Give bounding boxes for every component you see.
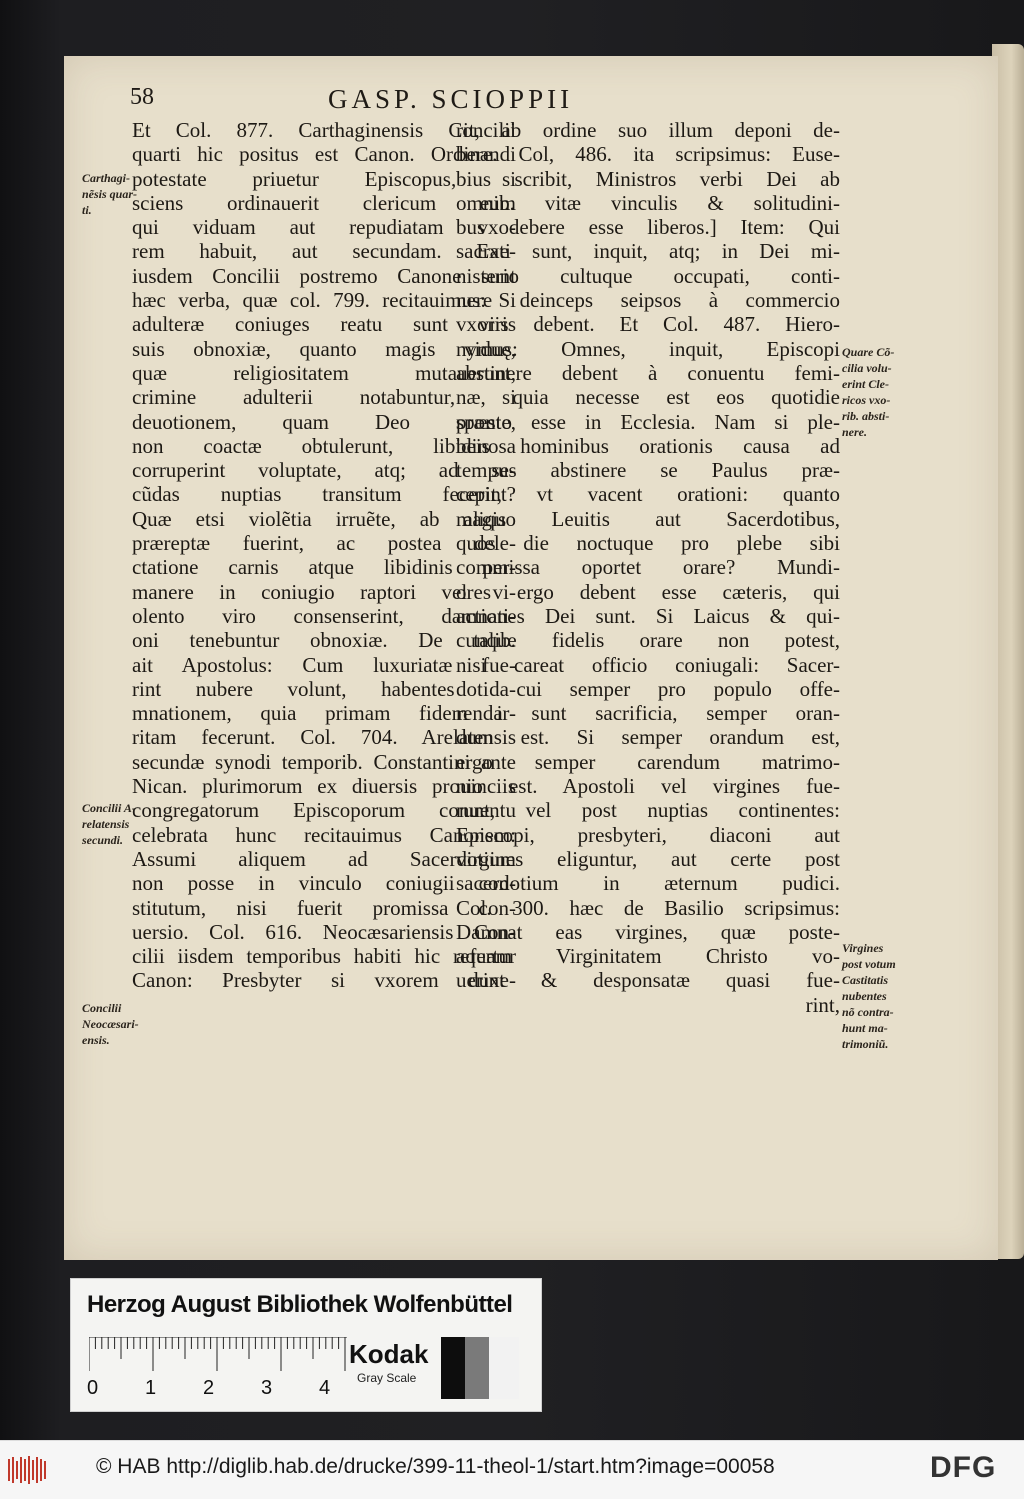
text-line: bius scribit, Ministros verbi Dei ab: [456, 166, 840, 191]
text-line: Damnat eas virgines, quæ poste-: [456, 919, 840, 944]
text-line: deuotionem, quam Deo sponte,: [132, 409, 516, 434]
text-line: cilii iisdem temporibus habiti hic refertur: [132, 944, 516, 969]
gray-swatches: [441, 1337, 521, 1399]
ruler-label: 2: [203, 1377, 215, 1399]
text-line: Nican. plurimorum ex diuersis prouinciis: [132, 774, 516, 799]
text-line: adulteræ coniuges reatu sunt viris: [132, 312, 516, 337]
text-line: olento viro consenserint, damnati-: [132, 603, 516, 628]
margin-note-neocaesariensis: Concilii Neocæsari- ensis.: [82, 1001, 139, 1047]
text-line: ctatione carnis atque libidinis per-: [132, 555, 516, 580]
text-line: dum est. Si semper orandum est,: [456, 725, 840, 750]
running-title: GASP. SCIOPPII: [328, 84, 574, 114]
hab-barcode-icon: [8, 1455, 48, 1485]
text-line: mnationem, quia primam fidem ir-: [132, 701, 516, 726]
ruler-label: 0: [87, 1377, 99, 1399]
text-line: sacerdotium in æternum pudici.: [456, 871, 840, 896]
text-line: runt, vel post nuptias continentes:: [456, 798, 840, 823]
color-calibration-card: [70, 1278, 542, 1412]
ruler-label: 4: [319, 1377, 331, 1399]
text-line: rem habuit, aut secundam. Exe-: [132, 239, 516, 264]
text-line: uersio. Col. 616. Neocæsariensis Con-: [132, 919, 516, 944]
gray-swatch-mid: [465, 1337, 489, 1399]
text-line: iusdem Concilii postremo Canone sunt: [132, 263, 516, 288]
margin-note-virgines: Virgines post votum Castitatis nubentes nõ contra- hunt ma- trimoniũ.: [842, 941, 896, 1051]
text-line: ait Apostolus: Cum luxuriatæ fue-: [132, 652, 516, 677]
text-line: oni tenebuntur obnoxiæ. De talib.: [132, 628, 516, 653]
page-header: [130, 84, 830, 118]
text-line: uerint & desponsatæ quasi fue-: [456, 968, 840, 993]
margin-note-arelatensis: Concilii A- relatensis secundi.: [82, 801, 136, 847]
ruler-label: 3: [261, 1377, 273, 1399]
text-line: bus debere esse liberos.] Item: Qui: [456, 215, 840, 240]
text-line: cũdas nuptias transitum fecerint?: [132, 482, 516, 507]
text-line: quarti hic positus est Canon. Ordinandi: [132, 142, 516, 167]
text-line: rint,: [805, 992, 840, 1017]
footer-bar: [0, 1440, 1024, 1499]
ruler-labels: [87, 1377, 357, 1405]
text-line: sciens ordinauerit clericum eum: [132, 190, 516, 215]
text-line: beis hominibus orationis causa ad: [456, 433, 840, 458]
text-line: Assumi aliquem ad Sacerdotium: [132, 846, 516, 871]
text-line: magis Leuitis aut Sacerdotibus,: [456, 506, 840, 531]
text-line: nymus: Omnes, inquit, Episcopi: [456, 336, 840, 361]
gray-swatch-white: [489, 1337, 519, 1399]
text-line: quæ religiositatem mutauerunt,: [132, 360, 516, 385]
text-line: vxoris debent. Et Col. 487. Hiero-: [456, 312, 840, 337]
text-line: manere in coniugio raptori vel vi-: [132, 579, 516, 604]
text-line: cunque fidelis orare non potest,: [456, 628, 840, 653]
attribution-link[interactable]: © HAB http://diglib.hab.de/drucke/399-11-theol-1/start.htm?image=00058: [96, 1455, 775, 1478]
text-line: qui viduam aut repudiatam vxo-: [132, 215, 516, 240]
text-line: tempus abstinere se Paulus præ-: [456, 458, 840, 483]
text-line: sacrati sunt, inquit, atq; in Dei mi-: [456, 239, 840, 264]
right-text-column: [456, 118, 840, 1017]
text-line: suis obnoxiæ, quanto magis viduę,: [132, 336, 516, 361]
text-line: commissa oportet orare? Mundi-: [456, 555, 840, 580]
dfg-logo: DFG: [930, 1451, 997, 1484]
margin-note-quare-concilia: Quare Cõ- cilia volu- erint Cle- ricos vxo- rib. absti- nere.: [842, 345, 895, 439]
kodak-logo: Kodak: [349, 1339, 429, 1369]
text-line: bere. Col, 486. ita scripsimus: Euse-: [456, 142, 840, 167]
ruler-scale: [89, 1337, 347, 1373]
margin-note-carthaginensis: Carthagi- nẽsis quar- ti.: [82, 171, 138, 217]
text-line: Episcopi, presbyteri, diaconi aut: [456, 822, 840, 847]
text-line: actiones Dei sunt. Si Laicus & qui-: [456, 603, 840, 628]
text-line: Quæ etsi violẽtia irruẽte, ab aliquo: [132, 506, 516, 531]
gray-swatch-black: [441, 1337, 465, 1399]
text-line: nisi careat officio coniugali: Sacer-: [456, 652, 840, 677]
text-line: Canon: Presbyter si vxorem duxe-: [132, 968, 516, 993]
text-line: non coactæ obtulerunt, libidinosa: [132, 433, 516, 458]
text-line: ores ergo debent esse cæteris, qui: [456, 579, 840, 604]
text-line: rit, ab ordine suo illum deponi de-: [456, 118, 840, 142]
text-line: ergo semper carendum matrimo-: [456, 749, 840, 774]
text-line: crimine adulterii notabuntur, si: [132, 385, 516, 410]
text-line: secundæ synodi temporib. Constantini ante: [132, 749, 516, 774]
text-line: celebrata hunc recitauimus Canonem:: [132, 822, 516, 847]
text-line: cepit, vt vacent orationi: quanto: [456, 482, 840, 507]
text-line: aquam Virginitatem Christo vo-: [456, 944, 840, 969]
text-line: non posse in vinculo coniugii con-: [132, 871, 516, 896]
text-line: Et Col. 877. Carthaginensis Concilii: [132, 118, 516, 142]
text-line: corruperint voluptate, atq; ad se-: [132, 458, 516, 483]
text-line: næ, quia necesse est eos quotidie: [456, 385, 840, 410]
gray-scale-label: Gray Scale: [357, 1371, 417, 1385]
text-line: quos die noctuque pro plebe sibi: [456, 531, 840, 556]
text-line: doti cui semper pro populo offe-: [456, 676, 840, 701]
text-line: congregatorum Episcoporum conuentu: [132, 798, 516, 823]
text-line: nio est. Apostoli vel virgines fue-: [456, 774, 840, 799]
text-line: stitutum, nisi fuerit promissa con-: [132, 895, 516, 920]
page-number: 58: [130, 84, 154, 110]
ruler-label: 1: [145, 1377, 157, 1399]
text-line: hæc verba, quæ col. 799. recitauimus: Si: [132, 288, 516, 313]
text-line: præsto esse in Ecclesia. Nam si ple-: [456, 409, 840, 434]
text-line: renda sunt sacrificia, semper oran-: [456, 701, 840, 726]
text-line: potestate priuetur Episcopus, si: [132, 166, 516, 191]
text-line: nere deinceps seipsos à commercio: [456, 288, 840, 313]
text-line: nisterio cultuque occupati, conti-: [456, 263, 840, 288]
text-line: ritam fecerunt. Col. 704. Arelatensis: [132, 725, 516, 750]
text-line: Col. 300. hæc de Basilio scripsimus:: [456, 895, 840, 920]
text-line: præreptæ fuerint, ac postea dele-: [132, 531, 516, 556]
library-name: Herzog August Bibliothek Wolfenbüttel: [87, 1291, 513, 1318]
text-line: abstinere debent à conuentu femi-: [456, 360, 840, 385]
text-line: rint nubere volunt, habentes da-: [132, 676, 516, 701]
text-line: omnib. vitæ vinculis & solitudini-: [456, 190, 840, 215]
text-line: virgines eliguntur, aut certe post: [456, 846, 840, 871]
